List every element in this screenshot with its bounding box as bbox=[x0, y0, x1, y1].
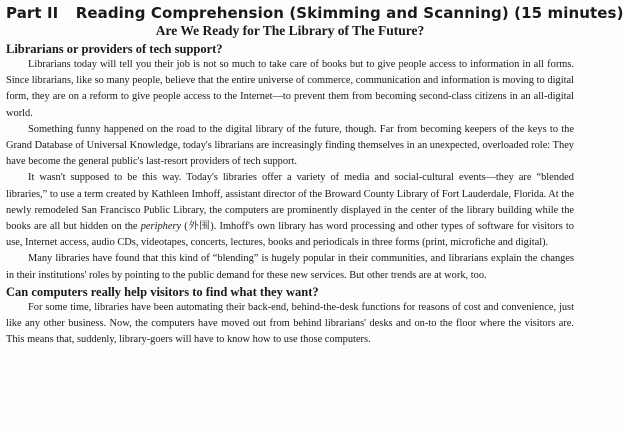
periphery-gloss: (外围) bbox=[181, 221, 214, 233]
part-time: (15 minutes) bbox=[514, 4, 624, 22]
section-heading-librarians: Librarians or providers of tech support? bbox=[6, 42, 223, 56]
article-title: Are We Ready for The Library of The Future? bbox=[155, 23, 425, 38]
section-heading-computers: Can computers really help visitors to find what they want? bbox=[6, 284, 319, 299]
periphery-term: periphery bbox=[140, 221, 182, 233]
paragraph-5: For some time, libraries have been automating their back-end, behind-the-desk functions for reasons of cost and convenience, just like any other business. Now, the computers have moved out from behind librarians' desks and on-to the floor where the visitors are. This means that, suddenly, library-goers will have to know how to use those computers. bbox=[6, 301, 574, 346]
paragraph-3-text: It wasn't supposed to be this way. Today's libraries offer a variety of media and social-cultural events—they are “blended libraries,” to use a term created by Kathleen Imhoff, assistant director of the Broward County Library of Fort Lauderdale, Florida. At the newly remodeled San Francisco Public Library, the computers are prominently displayed in the center of the library building while the books are all but hidden on the bbox=[6, 172, 574, 233]
part-title: Reading Comprehension (Skimming and Scanning) bbox=[75, 4, 509, 22]
part-label: Part II bbox=[6, 4, 59, 22]
paragraph-3-tail: . Imhoff's own library has word processing and other types of software for visitors to use, Internet access, audio CDs, videotapes, concerts, lectures, books and periodicals in three forms (print, microfiche and digital). bbox=[6, 221, 574, 249]
paragraph-2: Something funny happened on the road to the digital library of the future, though. Far from becoming keepers of the keys to the Grand Database of Universal Knowledge, today's librarians are increasingly finding themselves in an unexpected, overloaded role: They have become the general public's last-resort providers of tech support. bbox=[6, 123, 574, 168]
paragraph-1: Librarians today will tell you their job is not so much to take care of books but to give people access to information in all forms. Since librarians, like so many people, believe that the entire universe of commerce, communication and information is moving to digital form, they are on a reform to give people access to the Internet—to prevent them from becoming second-class citizens in an all-digital world. bbox=[6, 59, 574, 119]
paragraph-4: Many libraries have found that this kind of “blending” is hugely popular in their communities, and librarians explain the changes in their institutions' roles by pointing to the public demand for these new services. But other trends are at work, too. bbox=[6, 253, 574, 281]
paragraph-3 bbox=[6, 170, 574, 251]
part-heading bbox=[6, 4, 624, 22]
